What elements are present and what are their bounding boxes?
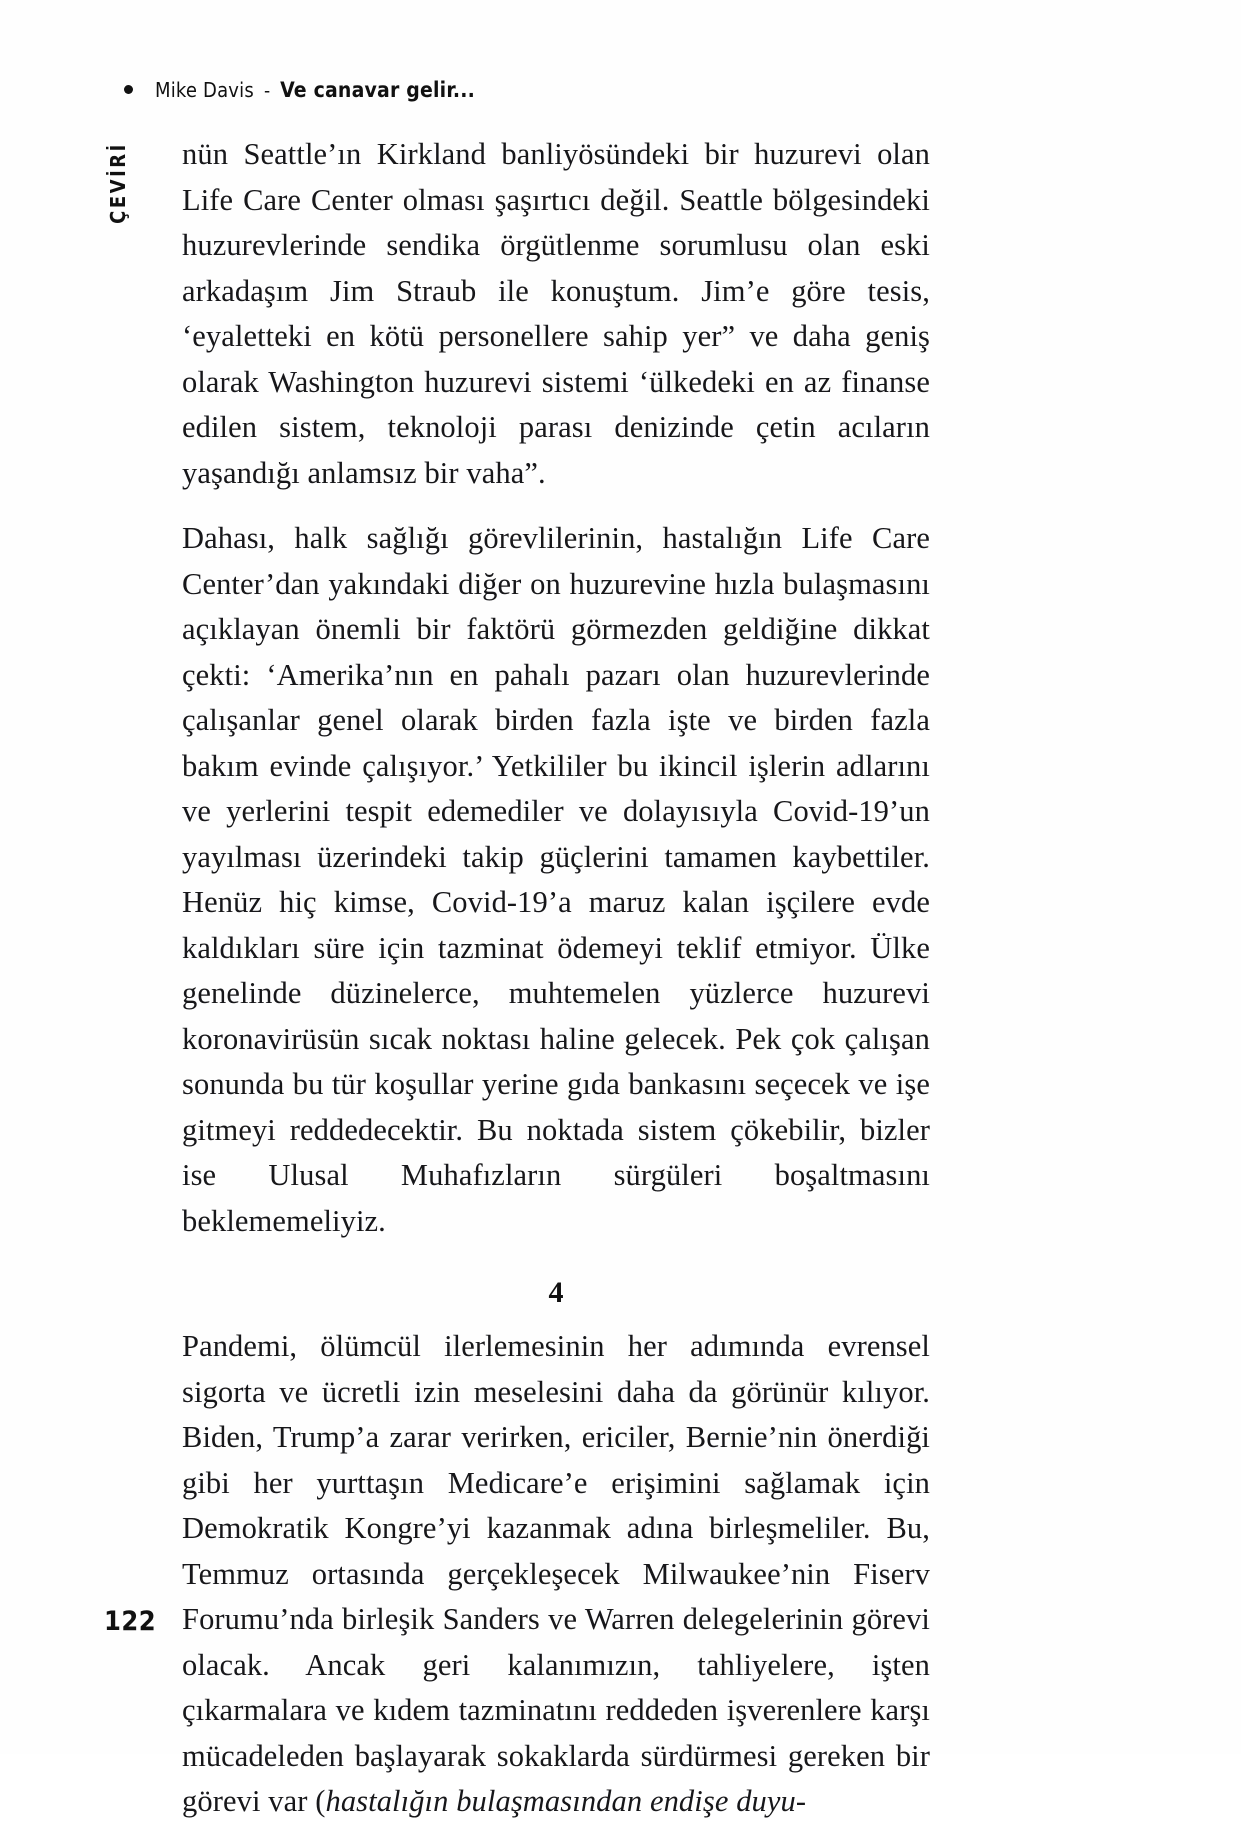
paragraph-1: nün Seattle’ın Kirkland banliyösündeki bir huzurevi olan Life Care Center olması şaşırtıcı değil. Seattle bölgesindeki huzurevlerinde sendika örgütlenme sorumlusu olan eski arkadaşım Jim Straub ile konuştum. Jim’e göre tesis, ‘eyaletteki en kötü personellere sahip yer” ve daha geniş olarak Washington huzurevi sistemi ‘ülkedeki en az finanse edilen sistem, teknoloji parası denizinde çetin acıların yaşandığı anlamsız bir vaha”. [182, 137, 930, 490]
section-number: 4 [548, 1276, 564, 1309]
header-separator: - [263, 80, 271, 102]
bullet-icon [124, 85, 133, 94]
paragraph-2: Dahası, halk sağlığı görevlilerinin, hastalığın Life Care Center’dan yakındaki diğer on huzurevine hızla bulaşmasını açıklayan önemli bir faktörü görmezden geldiğine dikkat çekti: ‘Amerika’nın en pahalı pazarı olan huzurevlerinde çalışanlar genel olarak birden fazla işte ve birden fazla bakım evinde çalışıyor.’ Yetkililer bu ikincil işlerin adlarını ve yerlerini tespit edemediler ve dolayısıyla Covid-19’un yayılması üzerindeki takip güçlerini tamamen kaybettiler. Henüz hiç kimse, Covid-19’a maruz kalan işçilere evde kaldıkları süre için tazminat ödemeyi teklif etmiyor. Ülke genelinde düzinelerce, muhtemelen yüzlerce huzurevi koronavirüsün sıcak noktası haline gelecek. Pek çok çalışan sonunda bu tür koşullar yerine gıda bankasını seçecek ve işe gitmeyi reddedecektir. Bu noktada sistem çökebilir, bizler ise Ulusal Muhafızların sürgüleri boşaltmasını beklememeliyiz. [182, 521, 930, 1238]
page-number: 122 [104, 1606, 157, 1637]
header-author: Mike Davis [155, 78, 254, 102]
header-book-title: Ve canavar gelir... [280, 78, 476, 102]
section-tab-label: ÇEVİRİ [106, 142, 130, 224]
body-text-column [182, 132, 930, 1825]
section-tab [98, 118, 138, 248]
paragraph-3-text: Pandemi, ölümcül ilerlemesinin her adımında evrensel sigorta ve ücretli izin meselesini daha da görünür kılıyor. Biden, Trump’a zarar verirken, ericiler, Bernie’nin önerdiği gibi her yurttaşın Medicare’e erişimini sağlamak için Demokratik Kongre’yi kazanmak adına birleşmeliler. Bu, Temmuz ortasında gerçekleşecek Milwaukee’nin Fiserv Forumu’nda birleşik Sanders ve Warren delegelerinin görevi olacak. Ancak geri kalanımızın, tahliyelere, işten çıkarmalara ve kıdem tazminatını reddeden işverenlere karşı mücadeleden başlayarak sokaklarda sürdürmesi gereken bir görevi var ( [182, 1329, 930, 1818]
paragraph-3 [182, 1324, 930, 1825]
running-header [124, 78, 475, 102]
paragraph-3-italic-text: hastalığın bulaşmasından endişe duyu- [325, 1784, 807, 1818]
